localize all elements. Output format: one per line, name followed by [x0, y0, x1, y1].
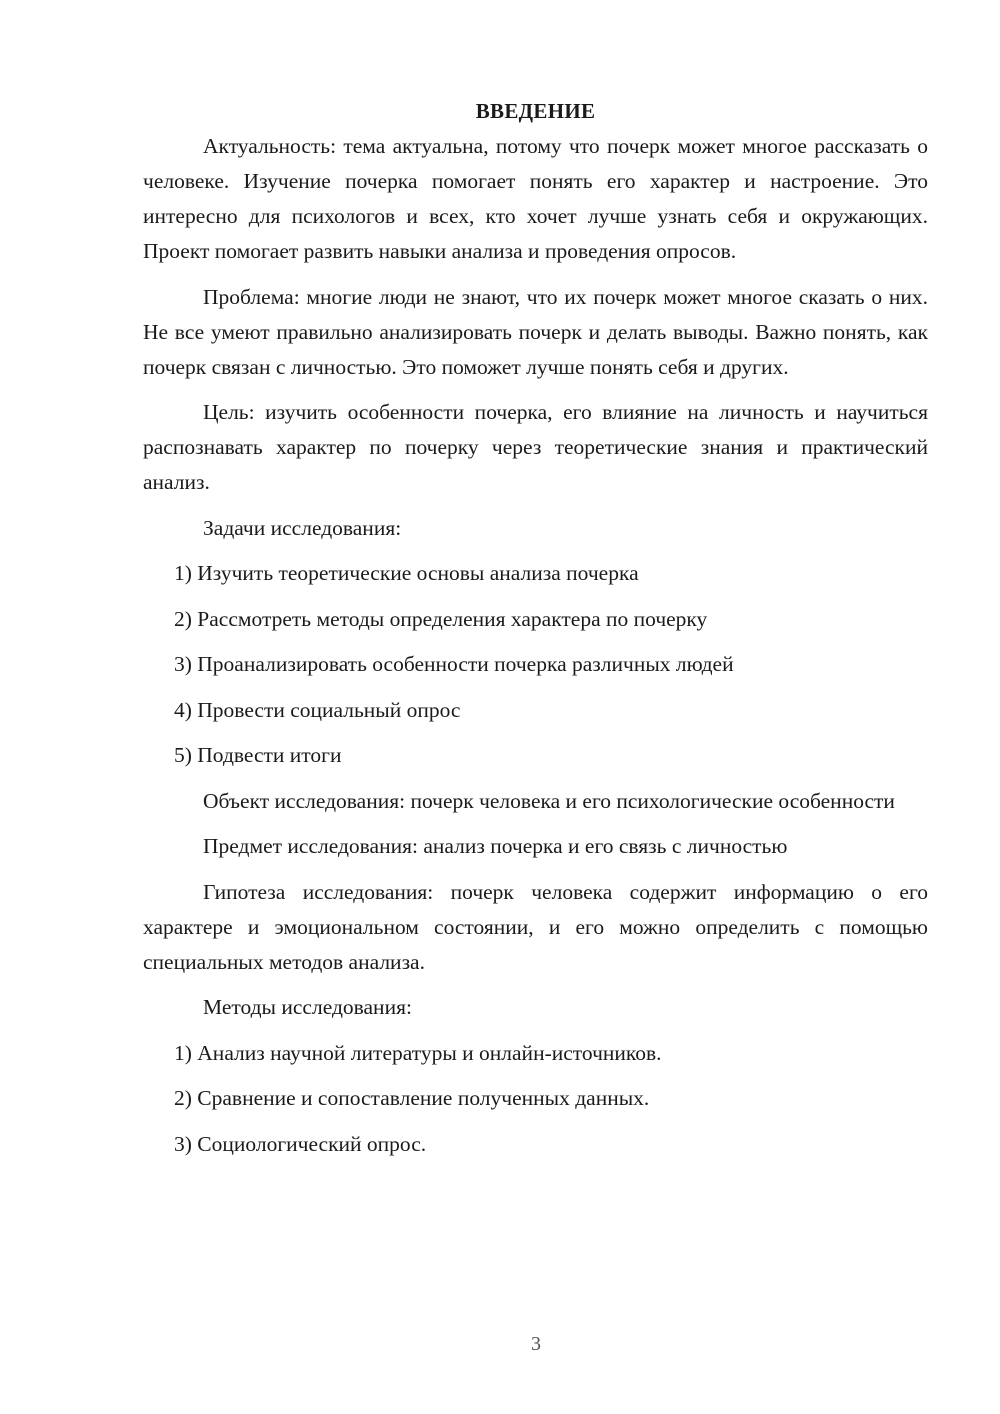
list-item: 1) Анализ научной литературы и онлайн-источников. [174, 1040, 662, 1065]
page-number: 3 [531, 1333, 541, 1355]
goal-paragraph: Цель: изучить особенности почерка, его влияние на личность и научиться распознавать характер по почерку через теоретические знания и практический анализ. [143, 400, 928, 494]
list-item: 5) Подвести итоги [174, 743, 342, 767]
list-item: 4) Провести социальный опрос [174, 697, 461, 722]
methods-list [143, 1036, 928, 1162]
list-item: 2) Сравнение и сопоставление полученных данных. [174, 1086, 650, 1110]
tasks-heading: Задачи исследования: [203, 515, 402, 540]
list-item: 3) Социологический опрос. [174, 1131, 427, 1156]
relevance-paragraph: Актуальность: тема актуальна, потому что почерк может многое рассказать о человеке. Изучение почерка помогает понять его характер и настроение. Это интересно для психологов и всех, кто хочет лучше узнать себя и окружающих. Проект помогает развить навыки анализа и проведения опросов. [143, 134, 928, 263]
document-page [143, 95, 928, 1172]
subject-paragraph: Предмет исследования: анализ почерка и его связь с личностью [203, 834, 788, 858]
list-item: 3) Проанализировать особенности почерка различных людей [174, 652, 734, 676]
list-item: 1) Изучить теоретические основы анализа почерка [174, 561, 639, 585]
tasks-list [143, 556, 928, 773]
section-title: ВВЕДЕНИЕ [475, 99, 596, 123]
list-item: 2) Рассмотреть методы определения характера по почерку [174, 606, 708, 631]
methods-heading: Методы исследования: [203, 995, 412, 1019]
object-paragraph: Объект исследования: почерк человека и его психологические особенности [203, 788, 895, 813]
problem-paragraph: Проблема: многие люди не знают, что их почерк может многое сказать о них. Не все умеют правильно анализировать почерк и делать выводы. Важно понять, как почерк связан с личностью. Это поможет лучше понять себя и других. [143, 284, 928, 379]
hypothesis-paragraph: Гипотеза исследования: почерк человека содержит информацию о его характере и эмоциональном состоянии, и его можно определить с помощью специальных методов анализа. [143, 879, 928, 974]
